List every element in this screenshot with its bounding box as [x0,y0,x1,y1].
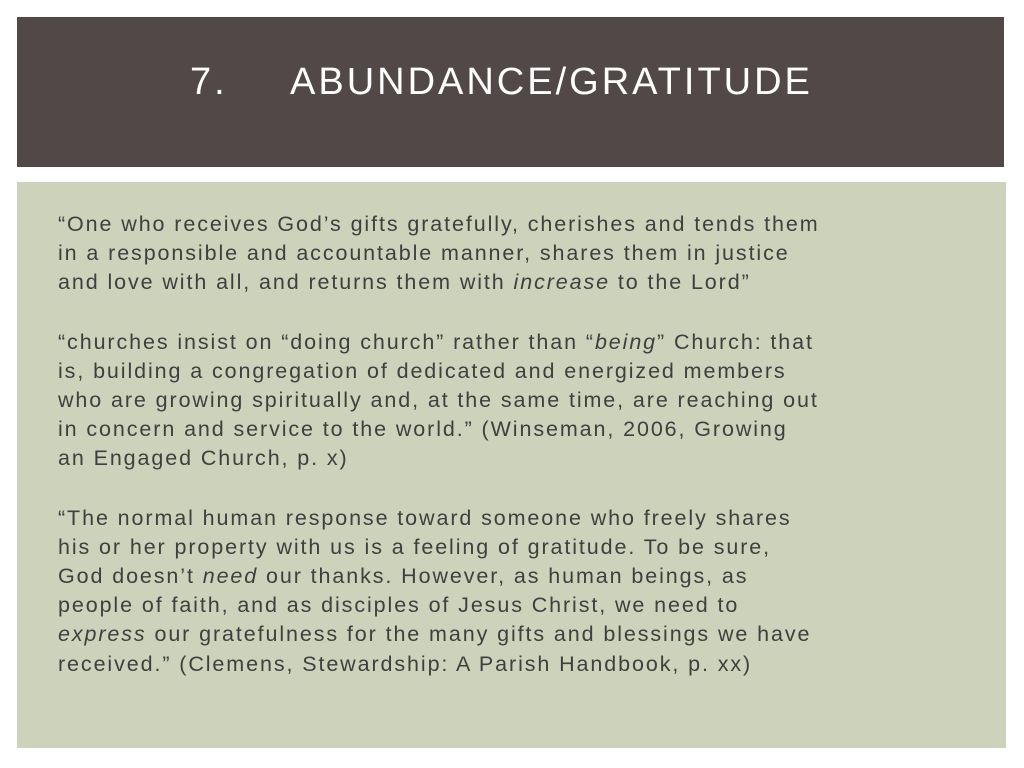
title-number: 7. [190,61,228,103]
quote-line [58,210,983,239]
quote-text: God doesn’t [58,564,203,589]
quote-text: people of faith, and as disciples of Jesus Christ, we need to [58,593,740,618]
quote-line [58,562,983,591]
emphasized-text: being [594,329,658,354]
emphasized-text: need [202,564,259,589]
quote-text: who are growing spiritually and, at the same time, are reaching out [58,388,819,413]
quote-line [58,239,983,268]
quote-line [58,591,983,620]
quote-line [58,357,983,386]
quote-text: received.” (Clemens, Stewardship: A Parish Handbook, p. xx) [58,651,753,676]
quote-text: our thanks. However, as human beings, as [258,564,749,589]
quote-line [58,620,983,649]
quote-text: “The normal human response toward someone who freely shares [58,505,792,530]
quote-paragraph [58,210,983,298]
quote-text: “One who receives God’s gifts gratefully, cherishes and tends them [58,212,820,236]
quote-line [58,415,983,444]
quote-text: in concern and service to the world.” (Winseman, 2006, Growing [58,417,788,442]
emphasized-text: increase [513,270,611,295]
quote-text: his or her property with us is a feeling of gratitude. To be sure, [58,534,771,559]
quote-text: ” Church: that [657,329,814,354]
quote-line [58,328,983,357]
quote-text: “churches insist on “doing church” rather than “ [58,329,595,354]
quote-text: is, building a congregation of dedicated and energized members [58,358,787,383]
quote-line [58,533,983,562]
quote-line [58,504,983,533]
title-text: ABUNDANCE/GRATITUDE [290,61,813,103]
quote-line [58,650,983,679]
quote-text: in a responsible and accountable manner, shares them in justice [58,241,790,266]
slide-body [58,210,983,709]
quote-line [58,268,983,297]
quote-line [58,444,983,473]
quote-paragraph [58,504,983,679]
quote-text: and love with all, and returns them with [58,270,514,295]
quote-line [58,386,983,415]
quote-text: an Engaged Church, p. x) [58,446,349,471]
quote-text: to the Lord” [610,270,751,295]
quote-paragraph [58,328,983,474]
slide-title [190,58,813,106]
quote-text: our gratefulness for the many gifts and blessings we have [146,622,812,647]
emphasized-text: express [58,622,147,647]
